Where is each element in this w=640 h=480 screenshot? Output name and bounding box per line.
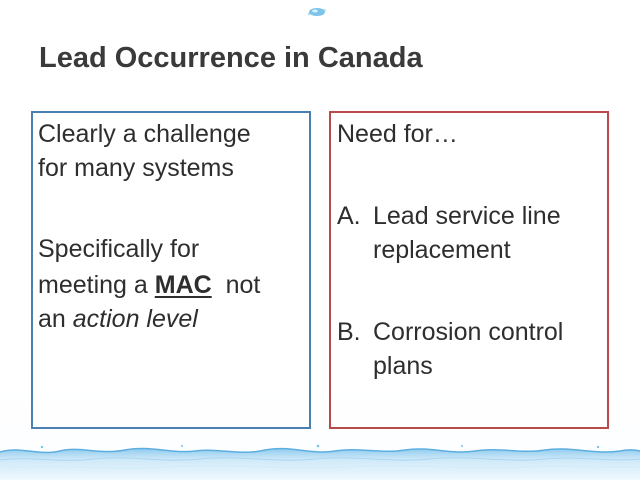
action-prefix: an [38, 305, 73, 333]
action-level-term: action level [72, 305, 198, 333]
water-wave-footer [0, 436, 640, 480]
list-letter-a: A. [337, 202, 361, 230]
list-letter-b: B. [337, 318, 361, 346]
mac-prefix: meeting a [38, 271, 155, 299]
right-content-box [329, 111, 609, 429]
mac-suffix: not [225, 271, 261, 299]
left-text-line-action [38, 302, 198, 336]
left-text-line: for many systems [38, 154, 234, 182]
list-item-b-line: plans [373, 352, 433, 380]
list-item-a-line: Lead service line [373, 202, 561, 230]
mac-term: MAC [154, 271, 212, 299]
left-text-line-mac [38, 268, 260, 302]
list-item-a-line: replacement [373, 236, 511, 264]
list-item-b-line: Corrosion control [373, 318, 564, 346]
mac-suffix-gap [212, 271, 226, 299]
water-drop-icon [306, 6, 328, 18]
left-text-line: Specifically for [38, 235, 200, 263]
right-heading: Need for… [337, 120, 458, 148]
left-text-line: Clearly a challenge [38, 120, 251, 148]
slide-title: Lead Occurrence in Canada [39, 42, 423, 74]
